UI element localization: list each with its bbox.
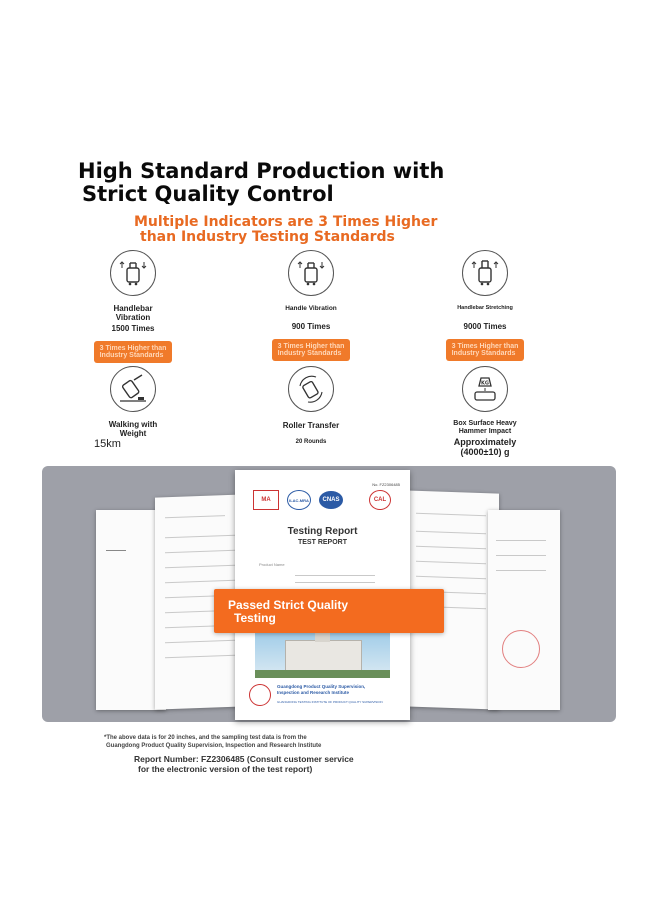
subtitle-line-1: Multiple Indicators are 3 Times Higher	[134, 214, 438, 230]
feature-label: Hammer Impact	[458, 428, 512, 435]
cnas-logo: CNAS	[319, 491, 343, 509]
ilac-logo: ILAC-MRA	[287, 490, 311, 510]
feature-value: 15km	[94, 438, 121, 450]
feature-value: (4000±10) g	[460, 447, 510, 457]
institute-name-en: GUANGDONG TESTING INSTITUTE OF PRODUCT QUALITY SUPERVISION	[277, 700, 383, 704]
feature-badge: 3 Times Higher than Industry Standards	[94, 341, 173, 363]
page-subtitle	[134, 215, 437, 245]
feature-label: Handlebar	[113, 304, 153, 313]
institute-logo	[249, 684, 271, 706]
roller-transfer-icon	[288, 366, 334, 412]
ma-logo: MA	[253, 490, 279, 510]
footnote: *The above data is for 20 inches, and the sampling test data is from the Guangdong Product Quality Supervision, Inspection and Research Institute	[104, 735, 322, 749]
building-photo	[255, 630, 390, 678]
svg-text:KG: KG	[481, 380, 489, 387]
institute-name: Inspection and Research Institute	[277, 689, 350, 695]
feature-value: Approximately	[453, 437, 517, 447]
feature-value: 20 Rounds	[295, 439, 327, 445]
feature-label: Handle Vibration	[285, 305, 337, 312]
feature-label: Handlebar Stretching	[457, 305, 513, 311]
report-number-label: No. FZ2306485	[372, 482, 400, 487]
luggage-walking-icon	[110, 366, 156, 412]
report-page-right-outer	[488, 510, 560, 710]
subtitle-line-2: than Industry Testing Standards	[140, 229, 395, 245]
feature-roller-transfer	[226, 366, 396, 445]
report-subtitle: TEST REPORT	[297, 539, 347, 546]
report-title: Testing Report	[287, 526, 358, 537]
title-line-2: Strict Quality Control	[82, 182, 334, 206]
report-number-note: Report Number: FZ2306485 (Consult customer service for the electronic version of the test report)	[134, 754, 354, 774]
feature-value: 900 Times	[291, 322, 331, 331]
passed-testing-banner: Passed Strict Quality Testing	[214, 589, 444, 633]
feature-label: Roller Transfer	[282, 421, 340, 430]
luggage-vibration-icon	[110, 250, 156, 296]
cal-logo: CAL	[369, 490, 391, 510]
page-title	[78, 160, 444, 206]
title-line-1: High Standard Production with	[78, 159, 445, 183]
kg-weight-icon	[462, 366, 508, 412]
luggage-handle-icon	[288, 250, 334, 296]
feature-badge: 3 Times Higher than Industry Standards	[446, 339, 525, 361]
feature-label: Walking with	[108, 420, 158, 429]
institute-name: Guangdong Product Quality Supervision,	[277, 684, 366, 689]
feature-label: Weight	[119, 429, 147, 438]
feature-handlebar-stretching	[400, 250, 570, 361]
feature-value: 1500 Times	[111, 324, 155, 333]
luggage-stretch-icon	[462, 250, 508, 296]
feature-walking-with-weight	[48, 366, 218, 450]
feature-hammer-impact	[400, 366, 570, 457]
feature-badge: 3 Times Higher than Industry Standards	[272, 339, 351, 361]
cert-logos	[253, 490, 391, 510]
feature-label: Vibration	[115, 313, 151, 322]
feature-handlebar-vibration	[48, 250, 218, 363]
product-name-label: Product Name	[259, 562, 285, 567]
red-seal	[502, 630, 540, 668]
feature-label: Box Surface Heavy	[453, 420, 517, 427]
feature-value: 9000 Times	[463, 322, 507, 331]
feature-handle-vibration	[226, 250, 396, 361]
